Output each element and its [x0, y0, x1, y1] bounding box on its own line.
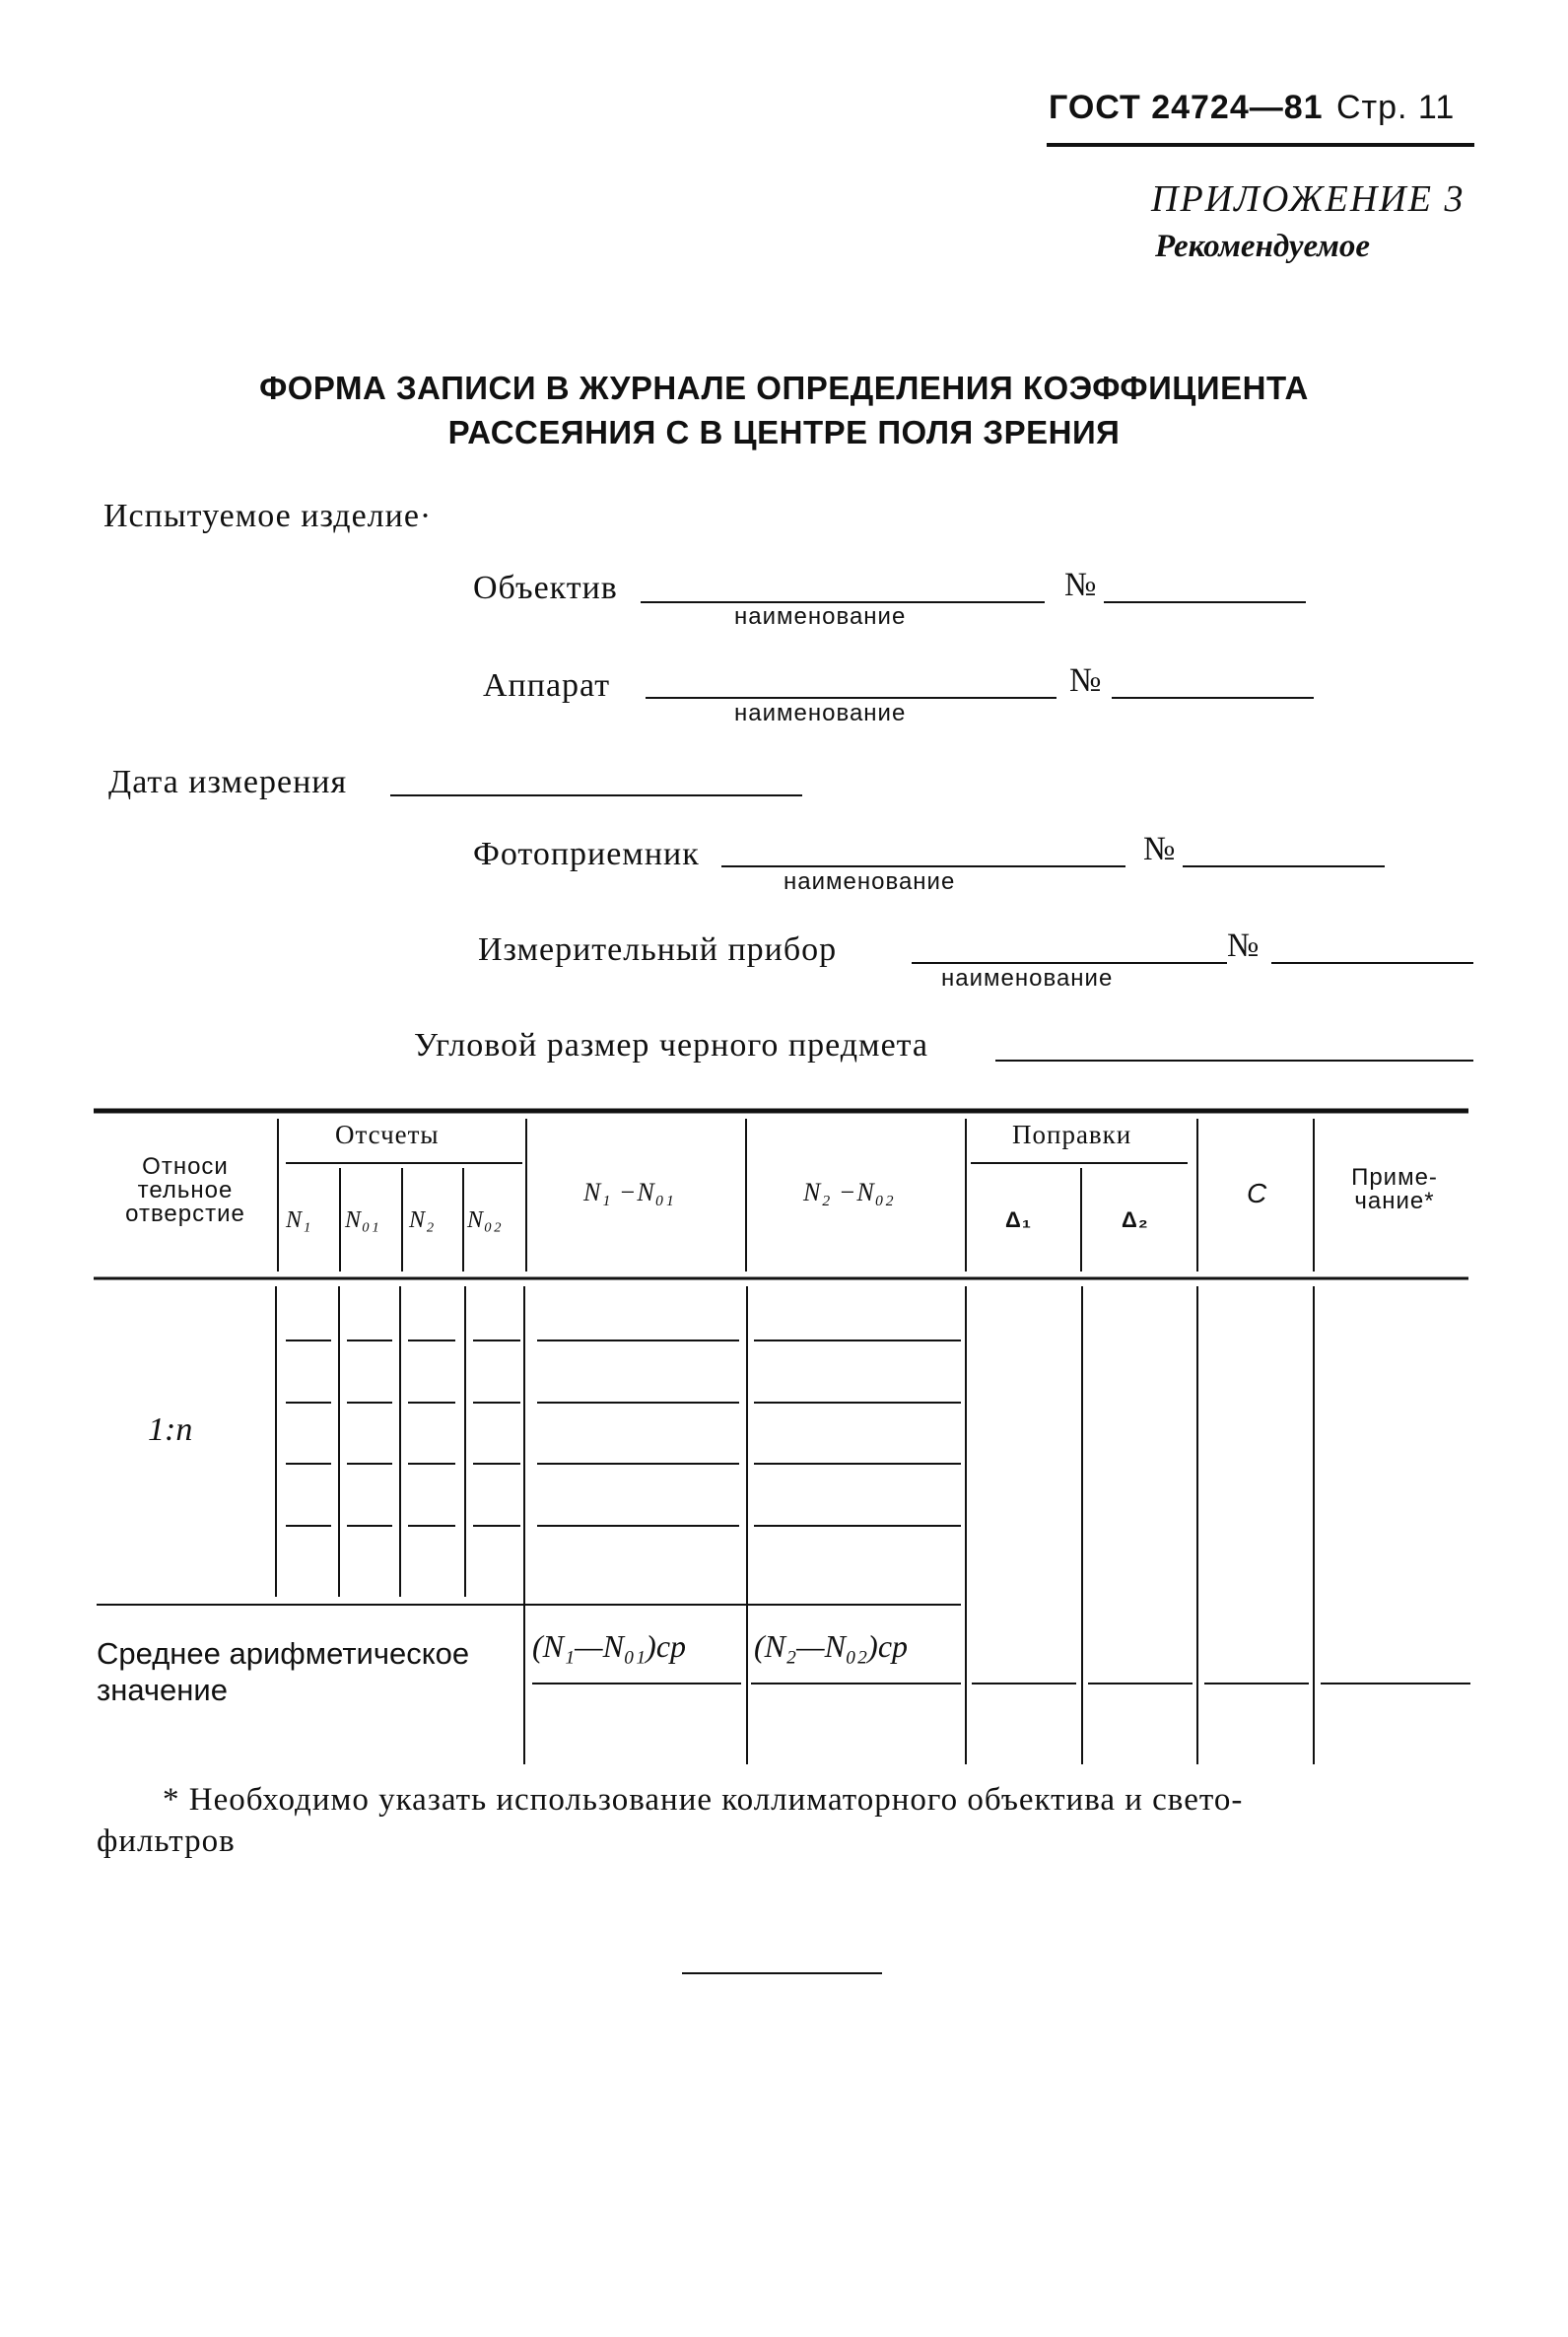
corrections-header: Поправки — [1012, 1120, 1132, 1149]
measure-date-label: Дата измерения — [108, 764, 348, 800]
form-title-line1: ФОРМА ЗАПИСИ В ЖУРНАЛЕ ОПРЕДЕЛЕНИЯ КОЭФФИЦИЕНТА — [259, 370, 1309, 406]
apparatus-number-sign: № — [1069, 662, 1103, 699]
c-header: C — [1247, 1178, 1268, 1208]
diff2-header: N₂ −N₀₂ — [803, 1178, 895, 1206]
note-header-l1: Приме- — [1351, 1164, 1438, 1191]
objective-label: Объектив — [473, 570, 618, 606]
correction-d2: Δ₂ — [1122, 1207, 1149, 1232]
objective-caption: наименование — [734, 603, 907, 630]
aperture-header-l1: Относи — [142, 1153, 229, 1180]
footnote-line1: * Необходимо указать использование коллиматорного объектива и свето- — [163, 1782, 1244, 1818]
photoreceiver-number-sign: № — [1143, 831, 1177, 867]
diff1-header: N₁ −N₀₁ — [583, 1178, 675, 1206]
appendix-status: Рекомендуемое — [1155, 229, 1371, 264]
reading-n01: N₀₁ — [345, 1207, 380, 1233]
note-header — [1321, 1166, 1468, 1213]
mean-diff2: (N₂—N₀₂)ср — [754, 1628, 909, 1664]
correction-d1: Δ₁ — [1005, 1207, 1032, 1232]
appendix-label: ПРИЛОЖЕНИЕ 3 — [1151, 178, 1466, 220]
meter-number-sign: № — [1227, 928, 1261, 964]
meter-caption: наименование — [941, 965, 1114, 992]
apparatus-label: Аппарат — [483, 667, 611, 704]
angular-size-label: Угловой размер черного предмета — [414, 1027, 929, 1064]
mean-diff1: (N₁—N₀₁)ср — [532, 1628, 687, 1664]
form-title-line2: РАССЕЯНИЯ C В ЦЕНТРЕ ПОЛЯ ЗРЕНИЯ — [447, 414, 1121, 450]
apparatus-caption: наименование — [734, 700, 907, 726]
row-label-aperture: 1:n — [148, 1411, 193, 1448]
aperture-header — [97, 1155, 274, 1226]
reading-n02: N₀₂ — [467, 1207, 503, 1233]
objective-number-sign: № — [1064, 567, 1098, 603]
page-number: Стр. 11 — [1336, 89, 1456, 126]
readings-header: Отсчеты — [335, 1120, 440, 1149]
reading-n1: N₁ — [286, 1207, 312, 1233]
note-header-l2: чание* — [1354, 1188, 1435, 1214]
meter-label: Измерительный прибор — [478, 931, 838, 968]
aperture-header-l2: тельное — [137, 1177, 234, 1203]
footnote-line2: фильтров — [97, 1823, 236, 1859]
aperture-header-l3: отверстие — [125, 1201, 245, 1227]
tested-item-label: Испытуемое изделие· — [103, 498, 433, 534]
photoreceiver-caption: наименование — [784, 868, 956, 895]
reading-n2: N₂ — [409, 1207, 436, 1233]
gost-number: ГОСТ 24724—81 — [1049, 89, 1324, 126]
mean-label-line1: Среднее арифметическое — [97, 1636, 470, 1671]
photoreceiver-label: Фотоприемник — [473, 836, 700, 872]
mean-label-line2: значение — [97, 1673, 228, 1707]
